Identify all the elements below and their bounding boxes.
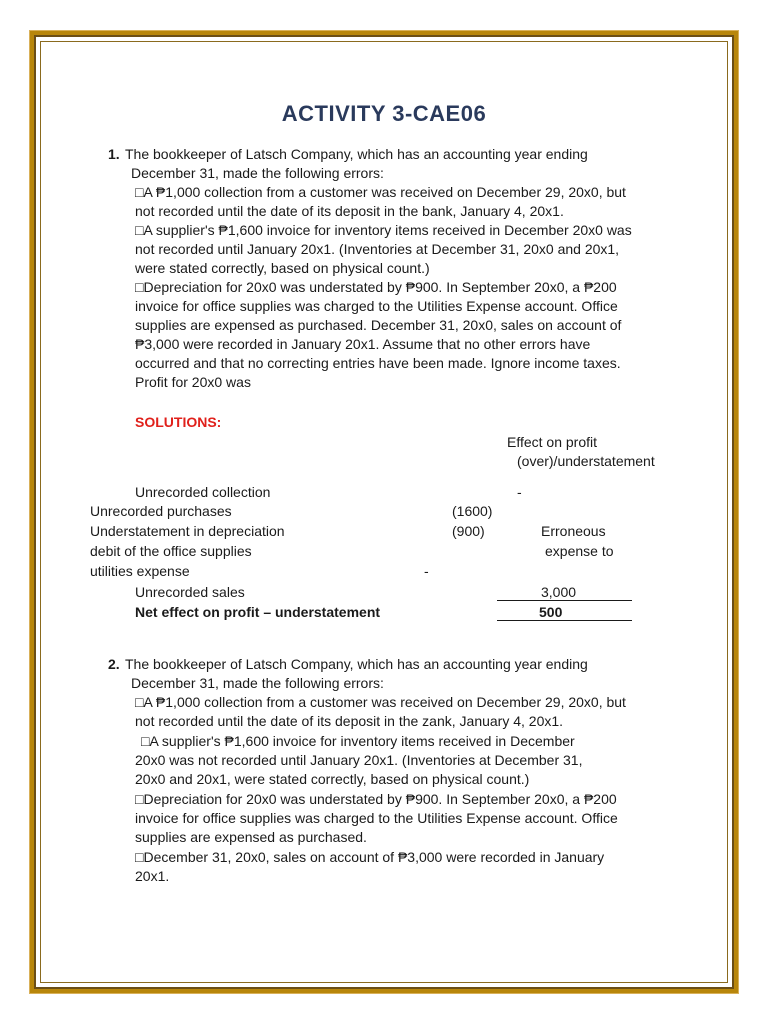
- q2-line: invoice for office supplies was charged to the Utilities Expense account. Office: [135, 810, 618, 826]
- q1-line: were stated correctly, based on physical count.): [135, 260, 430, 276]
- q2-line: 20x0 and 20x1, were stated correctly, based on physical count.): [135, 771, 530, 787]
- q1-line-text: supplies are expensed as purchased. December 31, 20x0, sales on account of: [135, 317, 622, 333]
- q1-line-text: A supplier's ₱1,600 invoice for inventory items received in December 20x0 was: [143, 222, 632, 238]
- effect-header: Effect on profit: [507, 434, 598, 450]
- net-effect-underline: [497, 620, 632, 621]
- q2-number: 2.: [108, 656, 120, 672]
- solutions-heading: SOLUTIONS:: [135, 414, 222, 430]
- q1-line: The bookkeeper of Latsch Company, which has an accounting year ending: [125, 146, 588, 162]
- q2-line-text: A supplier's ₱1,600 invoice for inventory items received in December: [149, 733, 575, 749]
- sales-underline: [497, 600, 632, 601]
- row-label-purchases: Unrecorded purchases: [90, 503, 232, 519]
- q1-line-text: A ₱1,000 collection from a customer was received on December 29, 20x0, but: [143, 184, 626, 200]
- q2-line: □A ₱1,000 collection from a customer was received on December 29, 20x0, but: [135, 694, 626, 710]
- row-label-office-supplies: debit of the office supplies: [90, 543, 252, 559]
- q2-line: not recorded until the date of its deposit in the zank, January 4, 20x1.: [135, 713, 564, 729]
- q1-line: not recorded until January 20x1. (Inventories at December 31, 20x0 and 20x1,: [135, 241, 620, 257]
- q2-line: □December 31, 20x0, sales on account of ₱3,000 were recorded in January: [135, 849, 605, 865]
- q1-line: ₱3,000 were recorded in January 20x1. Assume that no other errors have: [135, 336, 591, 352]
- row-value-net-effect: 500: [539, 604, 563, 620]
- q1-line: December 31, made the following errors:: [131, 165, 384, 181]
- row-label-collection: Unrecorded collection: [135, 484, 271, 500]
- row-value-purchases: (1600): [452, 503, 493, 519]
- q2-line: The bookkeeper of Latsch Company, which has an accounting year ending: [125, 656, 588, 672]
- row-label-sales: Unrecorded sales: [135, 584, 245, 600]
- row-value-collection: -: [517, 484, 522, 500]
- q2-line: 20x0 was not recorded until January 20x1. (Inventories at December 31,: [135, 752, 583, 768]
- q1-number: 1.: [108, 146, 120, 162]
- q1-line: not recorded until the date of its deposit in the bank, January 4, 20x1.: [135, 203, 564, 219]
- row-label-net-effect: Net effect on profit – understatement: [135, 604, 381, 620]
- q1-line: □A supplier's ₱1,600 invoice for inventory items received in December 20x0 was: [135, 222, 632, 238]
- q2-line-text: Depreciation for 20x0 was understated by ₱900. In September 20x0, a ₱200: [143, 791, 617, 807]
- q1-line-text: Depreciation for 20x0 was understated by ₱900. In September 20x0, a ₱200: [143, 279, 617, 295]
- q1-line: [135, 316, 621, 335]
- q2-line: supplies are expensed as purchased.: [135, 829, 367, 845]
- row-value-sales: 3,000: [541, 584, 577, 600]
- q2-line: 20x1.: [135, 868, 170, 884]
- q1-line: Profit for 20x0 was: [135, 374, 251, 390]
- q2-line: December 31, made the following errors:: [131, 675, 384, 691]
- row-value-depreciation: (900): [452, 523, 485, 539]
- row-label-depreciation: Understatement in depreciation: [90, 523, 285, 539]
- row-label-utilities: utilities expense: [90, 563, 190, 579]
- q2-line: □Depreciation for 20x0 was understated by ₱900. In September 20x0, a ₱200: [135, 791, 617, 807]
- page-title: ACTIVITY 3-CAE06: [281, 101, 487, 126]
- q1-line: occurred and that no correcting entries have been made. Ignore income taxes.: [135, 355, 621, 371]
- row-label-expense-to: expense to: [545, 543, 614, 559]
- q2-line-text: A ₱1,000 collection from a customer was received on December 29, 20x0, but: [143, 694, 626, 710]
- q1-line: invoice for office supplies was charged to the Utilities Expense account. Office: [135, 298, 618, 314]
- q1-line: □Depreciation for 20x0 was understated by ₱900. In September 20x0, a ₱200: [135, 279, 617, 295]
- q2-line: □A supplier's ₱1,600 invoice for inventory items received in December: [141, 733, 575, 749]
- row-value-utilities: -: [424, 563, 429, 579]
- q2-line-text: December 31, 20x0, sales on account of ₱3,000 were recorded in January: [143, 849, 605, 865]
- q1-line: □A ₱1,000 collection from a customer was received on December 29, 20x0, but: [135, 184, 626, 200]
- effect-subheader: (over)/understatement: [517, 453, 655, 469]
- row-label-erroneous: Erroneous: [541, 523, 606, 539]
